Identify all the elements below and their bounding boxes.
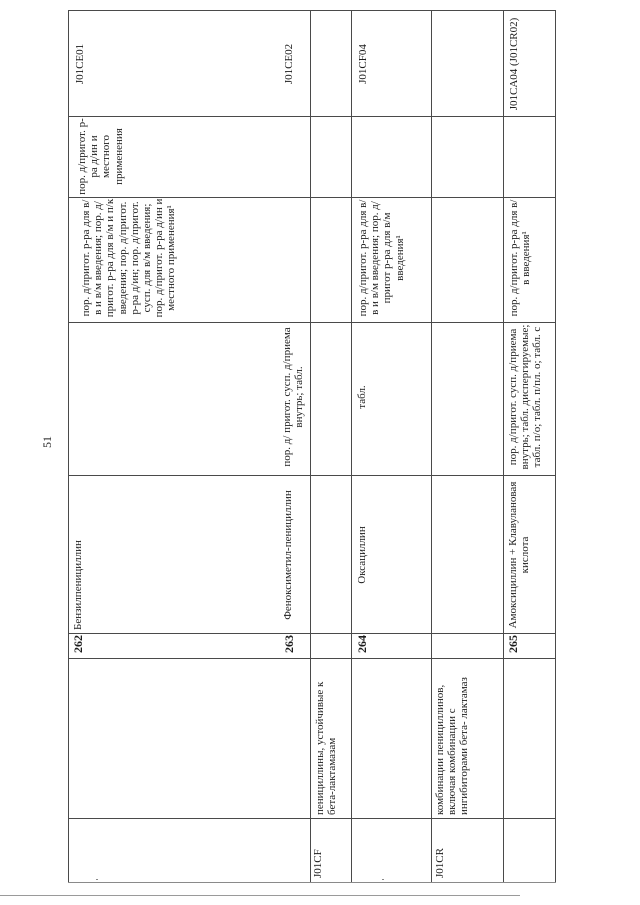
dosage-form-cell: пор. д/ пригот. сусп. д/приема внутрь; табл. bbox=[281, 327, 306, 467]
row-number-cell: 265 bbox=[506, 635, 520, 653]
table-row-border bbox=[68, 658, 556, 659]
group-code-cell: J01CR bbox=[434, 848, 446, 878]
row-number-cell: 264 bbox=[355, 635, 369, 653]
table-column-border bbox=[431, 10, 432, 882]
table-row-border bbox=[68, 882, 556, 883]
atc-code-cell: J01CF04 bbox=[357, 44, 369, 84]
dosage-form-cell: пор. д/пригот. р-ра д/ин и местного применения bbox=[76, 118, 125, 195]
row-number-cell: 262 bbox=[71, 635, 85, 653]
table-row-border bbox=[68, 475, 556, 476]
drug-name-cell: Оксациллин bbox=[356, 526, 368, 584]
table-row-border bbox=[68, 116, 556, 117]
table-column-border bbox=[310, 10, 311, 882]
table-row-border bbox=[68, 322, 556, 323]
drug-name-cell: Феноксиметил-пенициллин bbox=[282, 490, 294, 620]
dosage-form-cell: пор. д/пригот. р-ра для в/в и в/м введения; пор. д/пригот р-ра для в/м введения¹ bbox=[357, 199, 406, 317]
scan-speck bbox=[96, 879, 98, 880]
drug-name-cell: Амоксициллин + Клавулановая кислота bbox=[507, 481, 532, 629]
dosage-form-cell: пор. д/пригот. р-ра для в/в и в/м введения; пор. д/пригот. р-ра для в/м и п/к введения; пор. д/пригот. р-ра д/ин; пор. д/пригот. сусп. для в/м введения; пор. д/пригот. р-ра д/ин и местного применения¹ bbox=[80, 198, 178, 318]
table-column-border bbox=[503, 10, 504, 882]
atc-code-cell: J01CA04 (J01CR02) bbox=[508, 17, 520, 111]
table-row-border bbox=[68, 633, 556, 634]
row-number-cell: 263 bbox=[282, 635, 296, 653]
table-row-border bbox=[68, 818, 556, 819]
dosage-form-cell: пор. д/пригот. сусп. д/приема внутрь; табл. диспергируемые; табл. п/о; табл. п/пл. о; табл. с bbox=[507, 324, 544, 470]
page-number: 51 bbox=[40, 436, 54, 448]
group-code-cell: J01CF bbox=[312, 849, 324, 878]
table-row-border bbox=[68, 10, 556, 11]
group-description-cell: комбинации пенициллинов, включая комбинации с ингибиторами бета- лактамаз bbox=[434, 677, 471, 815]
drug-name-cell: Бензилпенициллин bbox=[72, 540, 84, 630]
group-description-cell: пенициллины, устойчивые к бета-лактамазам bbox=[314, 681, 339, 815]
dosage-form-cell: пор. д/пригот. р-ра для в/в введения¹ bbox=[508, 199, 533, 317]
scan-edge-line bbox=[0, 895, 520, 896]
scan-speck bbox=[382, 879, 384, 880]
atc-code-cell: J01CE01 bbox=[74, 43, 86, 85]
table-column-border bbox=[68, 10, 69, 882]
atc-code-cell: J01CE02 bbox=[283, 43, 295, 85]
dosage-form-cell: табл. bbox=[356, 385, 368, 409]
